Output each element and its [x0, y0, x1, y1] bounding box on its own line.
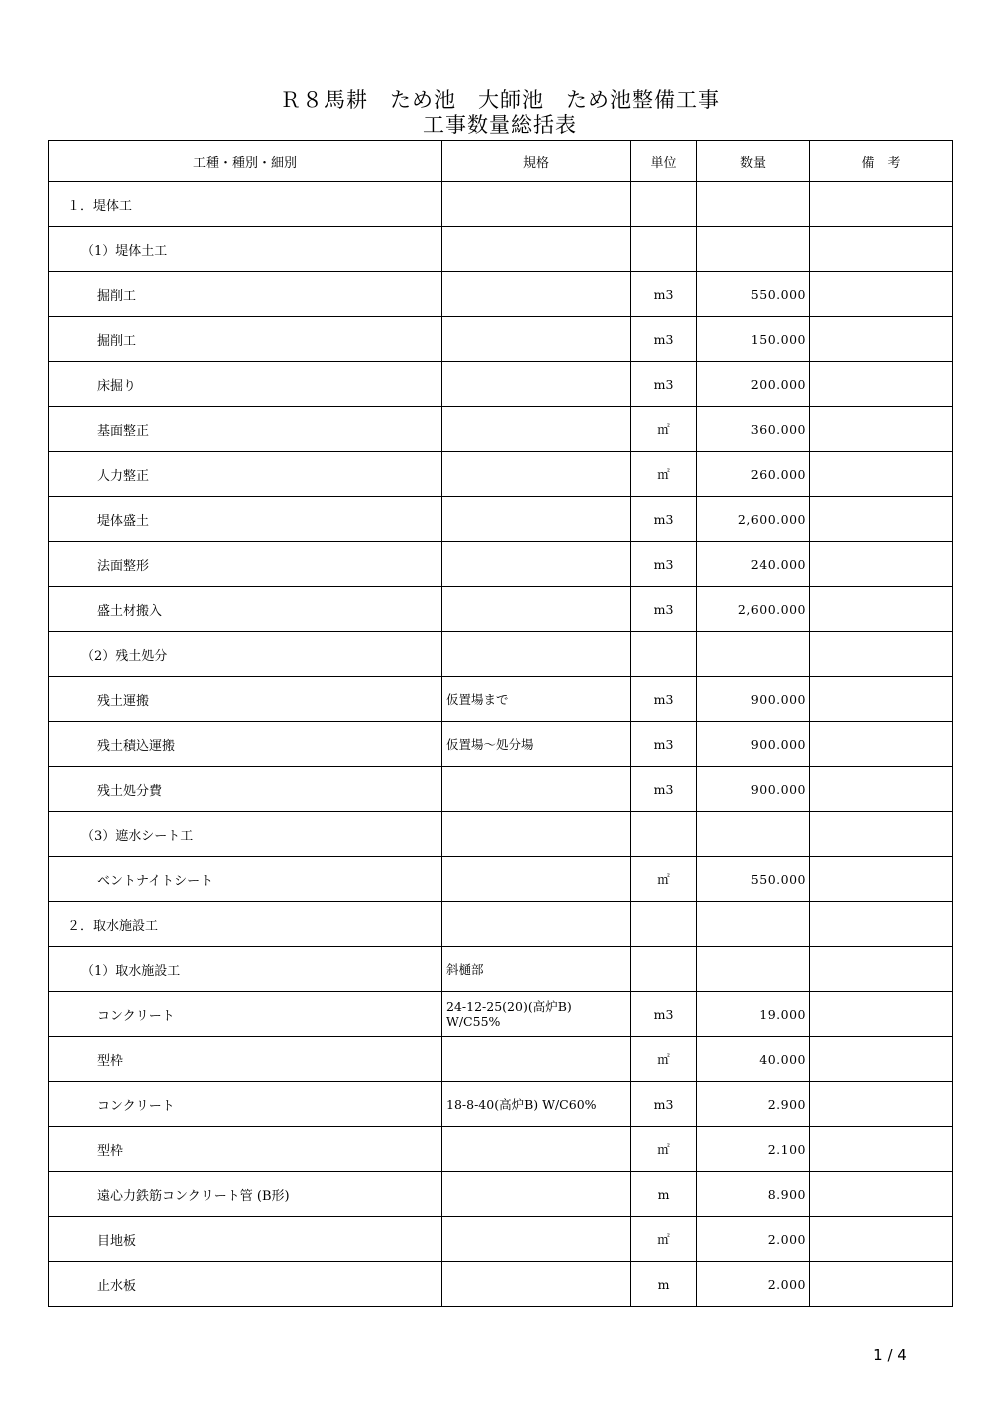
quantity-cell: 2,600.000: [697, 497, 810, 542]
quantity-summary-table: [48, 140, 953, 1307]
quantity-cell: 240.000: [697, 542, 810, 587]
note-cell: [810, 272, 953, 317]
table-row: [49, 227, 953, 272]
note-cell: [810, 857, 953, 902]
table-row: [49, 407, 953, 452]
quantity-cell: [697, 632, 810, 677]
note-cell: [810, 1037, 953, 1082]
quantity-cell: 2.000: [697, 1262, 810, 1307]
note-cell: [810, 767, 953, 812]
table-row: [49, 857, 953, 902]
unit-cell: [631, 947, 697, 992]
item-name-cell: 基面整正: [49, 407, 442, 452]
item-name-cell: コンクリート: [49, 992, 442, 1037]
quantity-cell: 550.000: [697, 272, 810, 317]
spec-cell: 24-12-25(20)(高炉B) W/C55%: [442, 992, 631, 1037]
note-cell: [810, 677, 953, 722]
note-cell: [810, 947, 953, 992]
unit-cell: m3: [631, 992, 697, 1037]
item-name-cell: （2）残土処分: [49, 632, 442, 677]
unit-cell: ㎡: [631, 407, 697, 452]
note-cell: [810, 182, 953, 227]
table-row: [49, 497, 953, 542]
item-name-cell: 人力整正: [49, 452, 442, 497]
spec-cell: 18-8-40(高炉B) W/C60%: [442, 1082, 631, 1127]
spec-cell: [442, 767, 631, 812]
unit-cell: ㎡: [631, 857, 697, 902]
quantity-cell: 150.000: [697, 317, 810, 362]
unit-cell: m3: [631, 587, 697, 632]
item-name-cell: ベントナイトシート: [49, 857, 442, 902]
page-number: 1 / 4: [873, 1346, 907, 1364]
table-row: [49, 452, 953, 497]
table-row: [49, 1262, 953, 1307]
quantity-cell: [697, 947, 810, 992]
quantity-cell: 260.000: [697, 452, 810, 497]
unit-cell: m: [631, 1262, 697, 1307]
quantity-cell: [697, 227, 810, 272]
note-cell: [810, 1172, 953, 1217]
note-cell: [810, 1262, 953, 1307]
table-row: [49, 992, 953, 1037]
header-unit: 単位: [631, 141, 697, 182]
note-cell: [810, 812, 953, 857]
quantity-cell: 550.000: [697, 857, 810, 902]
table-row: [49, 317, 953, 362]
unit-cell: [631, 632, 697, 677]
note-cell: [810, 497, 953, 542]
spec-cell: 仮置場～処分場: [442, 722, 631, 767]
item-name-cell: コンクリート: [49, 1082, 442, 1127]
table-row: [49, 1172, 953, 1217]
table-row: [49, 1037, 953, 1082]
note-cell: [810, 587, 953, 632]
item-name-cell: 残土運搬: [49, 677, 442, 722]
table-row: [49, 812, 953, 857]
spec-cell: [442, 407, 631, 452]
item-name-cell: （3）遮水シート工: [49, 812, 442, 857]
table-row: [49, 947, 953, 992]
unit-cell: m3: [631, 767, 697, 812]
table-row: [49, 182, 953, 227]
quantity-cell: 19.000: [697, 992, 810, 1037]
document-title: Ｒ８馬耕 ため池 大師池 ため池整備工事: [280, 88, 720, 112]
note-cell: [810, 722, 953, 767]
spec-cell: [442, 317, 631, 362]
unit-cell: [631, 182, 697, 227]
quantity-cell: 900.000: [697, 722, 810, 767]
item-name-cell: 掘削工: [49, 317, 442, 362]
note-cell: [810, 1217, 953, 1262]
unit-cell: ㎡: [631, 1127, 697, 1172]
spec-cell: [442, 1172, 631, 1217]
spec-cell: [442, 1037, 631, 1082]
table-row: [49, 1127, 953, 1172]
spec-cell: [442, 227, 631, 272]
item-name-cell: 盛土材搬入: [49, 587, 442, 632]
quantity-cell: 900.000: [697, 767, 810, 812]
document-subtitle: 工事数量総括表: [423, 113, 577, 137]
unit-cell: m3: [631, 362, 697, 407]
note-cell: [810, 992, 953, 1037]
item-name-cell: 止水板: [49, 1262, 442, 1307]
note-cell: [810, 452, 953, 497]
unit-cell: ㎡: [631, 452, 697, 497]
unit-cell: m3: [631, 677, 697, 722]
unit-cell: m3: [631, 1082, 697, 1127]
quantity-cell: 2,600.000: [697, 587, 810, 632]
table-row: [49, 632, 953, 677]
note-cell: [810, 317, 953, 362]
item-name-cell: 掘削工: [49, 272, 442, 317]
quantity-cell: 2.100: [697, 1127, 810, 1172]
quantity-cell: 2.900: [697, 1082, 810, 1127]
spec-cell: [442, 182, 631, 227]
note-cell: [810, 632, 953, 677]
item-name-cell: 残土積込運搬: [49, 722, 442, 767]
unit-cell: [631, 902, 697, 947]
item-name-cell: １．堤体工: [49, 182, 442, 227]
spec-cell: [442, 497, 631, 542]
table-row: [49, 902, 953, 947]
spec-cell: [442, 857, 631, 902]
quantity-cell: 8.900: [697, 1172, 810, 1217]
unit-cell: m3: [631, 497, 697, 542]
header-note: 備 考: [810, 141, 953, 182]
unit-cell: ㎡: [631, 1217, 697, 1262]
quantity-cell: 900.000: [697, 677, 810, 722]
item-name-cell: 型枠: [49, 1127, 442, 1172]
table-row: [49, 1082, 953, 1127]
item-name-cell: 床掘り: [49, 362, 442, 407]
unit-cell: m3: [631, 542, 697, 587]
item-name-cell: ２．取水施設工: [49, 902, 442, 947]
spec-cell: [442, 587, 631, 632]
note-cell: [810, 1127, 953, 1172]
note-cell: [810, 902, 953, 947]
quantity-cell: 2.000: [697, 1217, 810, 1262]
quantity-cell: 200.000: [697, 362, 810, 407]
item-name-cell: 遠心力鉄筋コンクリート管 (B形): [49, 1172, 442, 1217]
spec-cell: 斜樋部: [442, 947, 631, 992]
item-name-cell: 型枠: [49, 1037, 442, 1082]
item-name-cell: （1）堤体土工: [49, 227, 442, 272]
spec-cell: [442, 1127, 631, 1172]
spec-cell: [442, 902, 631, 947]
unit-cell: m3: [631, 722, 697, 767]
spec-cell: [442, 812, 631, 857]
unit-cell: m: [631, 1172, 697, 1217]
header-name: 工種・種別・細別: [49, 141, 442, 182]
unit-cell: m3: [631, 317, 697, 362]
table-row: [49, 767, 953, 812]
spec-cell: 仮置場まで: [442, 677, 631, 722]
spec-cell: [442, 632, 631, 677]
item-name-cell: 目地板: [49, 1217, 442, 1262]
item-name-cell: （1）取水施設工: [49, 947, 442, 992]
note-cell: [810, 542, 953, 587]
spec-cell: [442, 452, 631, 497]
unit-cell: ㎡: [631, 1037, 697, 1082]
table-row: [49, 362, 953, 407]
item-name-cell: 堤体盛土: [49, 497, 442, 542]
quantity-cell: [697, 182, 810, 227]
unit-cell: [631, 227, 697, 272]
table-row: [49, 272, 953, 317]
item-name-cell: 残土処分費: [49, 767, 442, 812]
note-cell: [810, 1082, 953, 1127]
quantity-cell: 360.000: [697, 407, 810, 452]
note-cell: [810, 362, 953, 407]
unit-cell: m3: [631, 272, 697, 317]
item-name-cell: 法面整形: [49, 542, 442, 587]
note-cell: [810, 407, 953, 452]
spec-cell: [442, 362, 631, 407]
table-row: [49, 542, 953, 587]
table-row: [49, 587, 953, 632]
spec-cell: [442, 272, 631, 317]
note-cell: [810, 227, 953, 272]
quantity-cell: 40.000: [697, 1037, 810, 1082]
table-row: [49, 677, 953, 722]
quantity-cell: [697, 902, 810, 947]
spec-cell: [442, 542, 631, 587]
table-row: [49, 722, 953, 767]
header-qty: 数量: [697, 141, 810, 182]
table-row: [49, 1217, 953, 1262]
table-header-row: [49, 141, 953, 182]
spec-cell: [442, 1262, 631, 1307]
table-body: [49, 182, 953, 1307]
unit-cell: [631, 812, 697, 857]
quantity-cell: [697, 812, 810, 857]
spec-cell: [442, 1217, 631, 1262]
header-spec: 規格: [442, 141, 631, 182]
